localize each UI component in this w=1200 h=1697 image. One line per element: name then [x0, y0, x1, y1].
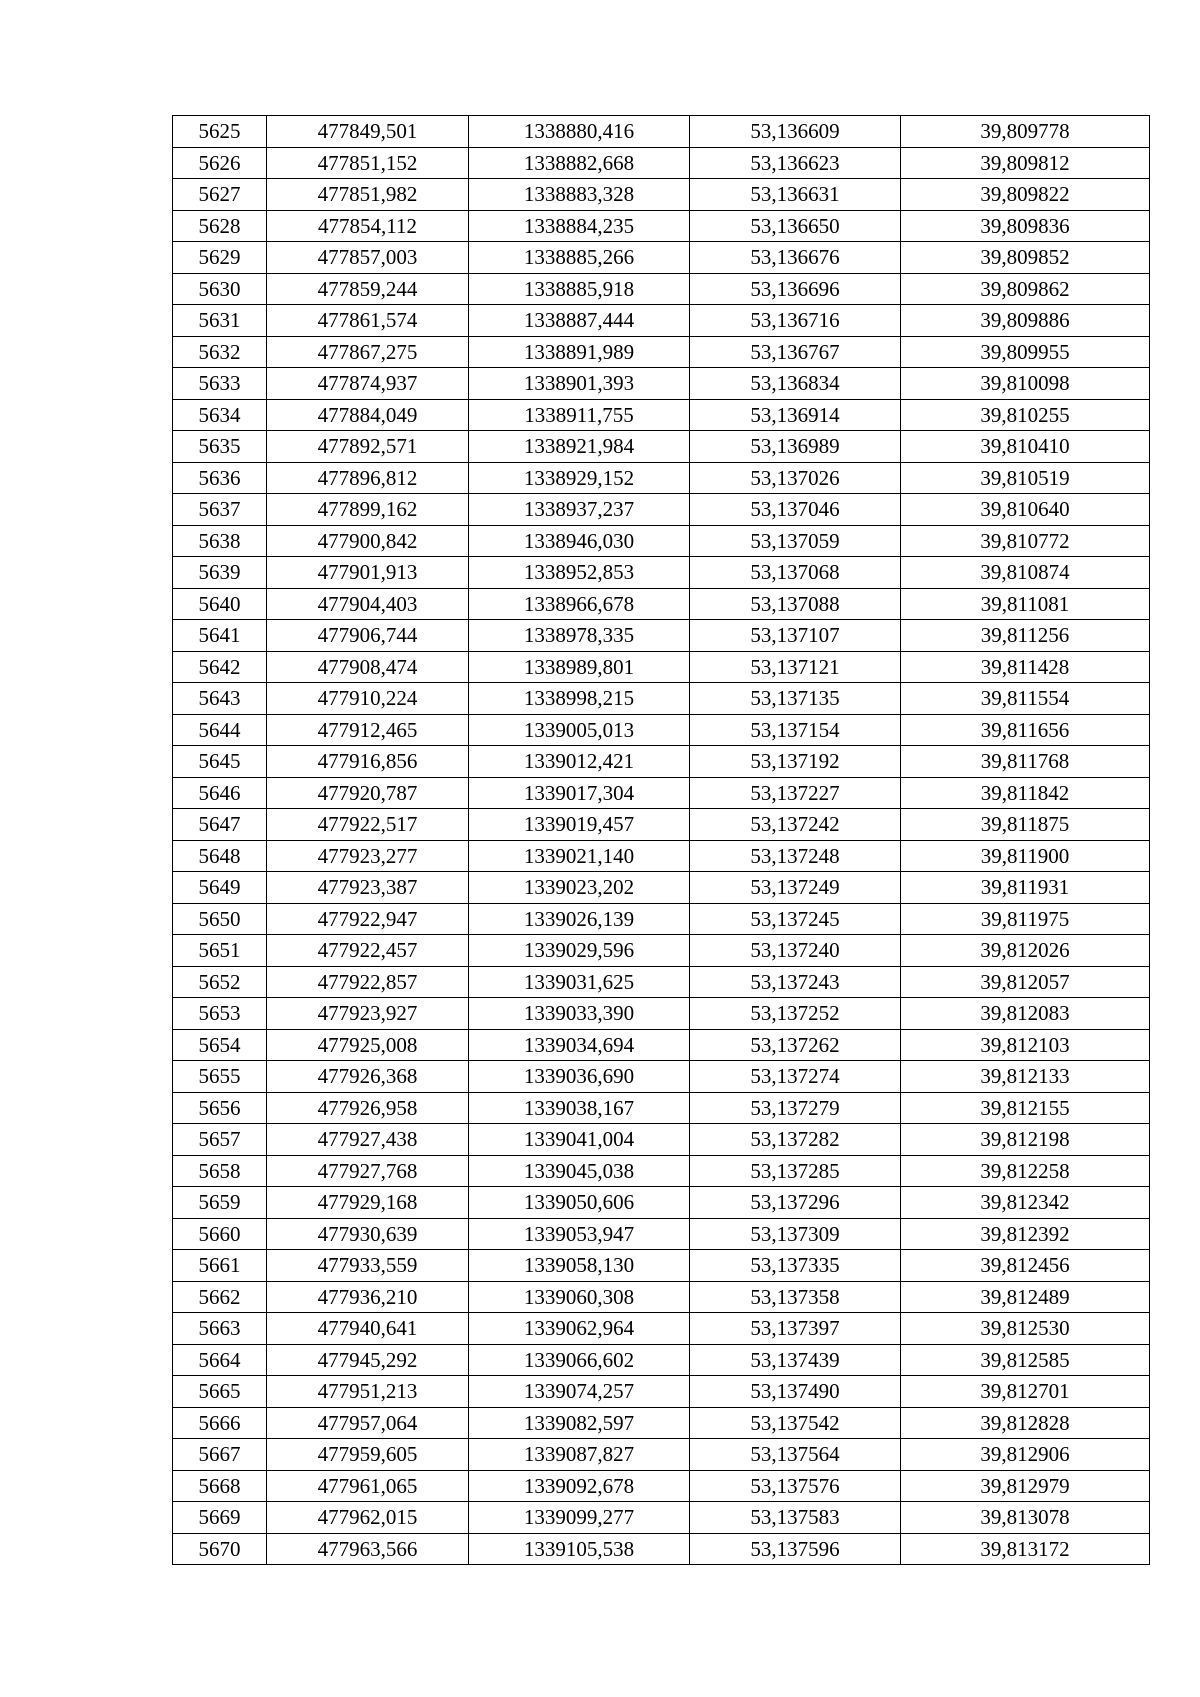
table-row: [173, 1470, 1150, 1502]
latitude-cell: 53,136650: [690, 210, 901, 242]
point-number-cell: 5630: [173, 273, 267, 305]
latitude-cell: 53,137135: [690, 683, 901, 715]
point-number-cell: 5629: [173, 242, 267, 274]
longitude-cell: 39,810255: [901, 399, 1150, 431]
x-coordinate-cell: 477874,937: [267, 368, 469, 400]
latitude-cell: 53,137542: [690, 1407, 901, 1439]
table-row: [173, 1061, 1150, 1093]
point-number-cell: 5627: [173, 179, 267, 211]
y-coordinate-cell: 1338937,237: [469, 494, 690, 526]
x-coordinate-cell: 477896,812: [267, 462, 469, 494]
table-row: [173, 462, 1150, 494]
table-row: [173, 1344, 1150, 1376]
table-row: [173, 1155, 1150, 1187]
table-row: [173, 1124, 1150, 1156]
table-row: [173, 336, 1150, 368]
x-coordinate-cell: 477936,210: [267, 1281, 469, 1313]
x-coordinate-cell: 477861,574: [267, 305, 469, 337]
point-number-cell: 5652: [173, 966, 267, 998]
point-number-cell: 5634: [173, 399, 267, 431]
point-number-cell: 5640: [173, 588, 267, 620]
longitude-cell: 39,809886: [901, 305, 1150, 337]
table-row: [173, 1281, 1150, 1313]
y-coordinate-cell: 1338911,755: [469, 399, 690, 431]
x-coordinate-cell: 477929,168: [267, 1187, 469, 1219]
y-coordinate-cell: 1339062,964: [469, 1313, 690, 1345]
y-coordinate-cell: 1338966,678: [469, 588, 690, 620]
latitude-cell: 53,137296: [690, 1187, 901, 1219]
point-number-cell: 5647: [173, 809, 267, 841]
latitude-cell: 53,137121: [690, 651, 901, 683]
table-row: [173, 777, 1150, 809]
table-row: [173, 242, 1150, 274]
latitude-cell: 53,137439: [690, 1344, 901, 1376]
longitude-cell: 39,811656: [901, 714, 1150, 746]
point-number-cell: 5641: [173, 620, 267, 652]
longitude-cell: 39,810640: [901, 494, 1150, 526]
longitude-cell: 39,812906: [901, 1439, 1150, 1471]
point-number-cell: 5646: [173, 777, 267, 809]
table-row: [173, 179, 1150, 211]
y-coordinate-cell: 1339038,167: [469, 1092, 690, 1124]
latitude-cell: 53,137576: [690, 1470, 901, 1502]
point-number-cell: 5649: [173, 872, 267, 904]
y-coordinate-cell: 1339045,038: [469, 1155, 690, 1187]
longitude-cell: 39,811256: [901, 620, 1150, 652]
latitude-cell: 53,136696: [690, 273, 901, 305]
point-number-cell: 5637: [173, 494, 267, 526]
coordinates-table: [172, 115, 1150, 1565]
latitude-cell: 53,136989: [690, 431, 901, 463]
table-row: [173, 840, 1150, 872]
latitude-cell: 53,136716: [690, 305, 901, 337]
longitude-cell: 39,809862: [901, 273, 1150, 305]
x-coordinate-cell: 477901,913: [267, 557, 469, 589]
longitude-cell: 39,812392: [901, 1218, 1150, 1250]
latitude-cell: 53,137248: [690, 840, 901, 872]
x-coordinate-cell: 477857,003: [267, 242, 469, 274]
longitude-cell: 39,812198: [901, 1124, 1150, 1156]
point-number-cell: 5645: [173, 746, 267, 778]
longitude-cell: 39,812083: [901, 998, 1150, 1030]
point-number-cell: 5654: [173, 1029, 267, 1061]
point-number-cell: 5660: [173, 1218, 267, 1250]
y-coordinate-cell: 1339023,202: [469, 872, 690, 904]
latitude-cell: 53,137059: [690, 525, 901, 557]
latitude-cell: 53,136767: [690, 336, 901, 368]
longitude-cell: 39,812489: [901, 1281, 1150, 1313]
latitude-cell: 53,137068: [690, 557, 901, 589]
y-coordinate-cell: 1339060,308: [469, 1281, 690, 1313]
y-coordinate-cell: 1338880,416: [469, 116, 690, 148]
y-coordinate-cell: 1339105,538: [469, 1533, 690, 1565]
x-coordinate-cell: 477900,842: [267, 525, 469, 557]
longitude-cell: 39,811842: [901, 777, 1150, 809]
longitude-cell: 39,812530: [901, 1313, 1150, 1345]
longitude-cell: 39,811900: [901, 840, 1150, 872]
x-coordinate-cell: 477908,474: [267, 651, 469, 683]
x-coordinate-cell: 477961,065: [267, 1470, 469, 1502]
table-row: [173, 368, 1150, 400]
y-coordinate-cell: 1338989,801: [469, 651, 690, 683]
point-number-cell: 5666: [173, 1407, 267, 1439]
point-number-cell: 5644: [173, 714, 267, 746]
point-number-cell: 5651: [173, 935, 267, 967]
longitude-cell: 39,811428: [901, 651, 1150, 683]
x-coordinate-cell: 477923,387: [267, 872, 469, 904]
y-coordinate-cell: 1339005,013: [469, 714, 690, 746]
longitude-cell: 39,812258: [901, 1155, 1150, 1187]
y-coordinate-cell: 1338884,235: [469, 210, 690, 242]
x-coordinate-cell: 477867,275: [267, 336, 469, 368]
latitude-cell: 53,137154: [690, 714, 901, 746]
y-coordinate-cell: 1339012,421: [469, 746, 690, 778]
point-number-cell: 5659: [173, 1187, 267, 1219]
latitude-cell: 53,137490: [690, 1376, 901, 1408]
longitude-cell: 39,813078: [901, 1502, 1150, 1534]
x-coordinate-cell: 477916,856: [267, 746, 469, 778]
table-row: [173, 399, 1150, 431]
table-row: [173, 1407, 1150, 1439]
longitude-cell: 39,809812: [901, 147, 1150, 179]
table-row: [173, 1218, 1150, 1250]
table-row: [173, 620, 1150, 652]
y-coordinate-cell: 1339087,827: [469, 1439, 690, 1471]
point-number-cell: 5658: [173, 1155, 267, 1187]
longitude-cell: 39,810098: [901, 368, 1150, 400]
x-coordinate-cell: 477906,744: [267, 620, 469, 652]
point-number-cell: 5625: [173, 116, 267, 148]
table-row: [173, 1533, 1150, 1565]
longitude-cell: 39,812585: [901, 1344, 1150, 1376]
latitude-cell: 53,136676: [690, 242, 901, 274]
y-coordinate-cell: 1339092,678: [469, 1470, 690, 1502]
y-coordinate-cell: 1339017,304: [469, 777, 690, 809]
point-number-cell: 5648: [173, 840, 267, 872]
x-coordinate-cell: 477933,559: [267, 1250, 469, 1282]
point-number-cell: 5650: [173, 903, 267, 935]
latitude-cell: 53,137242: [690, 809, 901, 841]
y-coordinate-cell: 1338882,668: [469, 147, 690, 179]
y-coordinate-cell: 1338952,853: [469, 557, 690, 589]
table-row: [173, 903, 1150, 935]
latitude-cell: 53,136631: [690, 179, 901, 211]
x-coordinate-cell: 477854,112: [267, 210, 469, 242]
table-row: [173, 1029, 1150, 1061]
latitude-cell: 53,137274: [690, 1061, 901, 1093]
point-number-cell: 5633: [173, 368, 267, 400]
y-coordinate-cell: 1339074,257: [469, 1376, 690, 1408]
latitude-cell: 53,137279: [690, 1092, 901, 1124]
latitude-cell: 53,137249: [690, 872, 901, 904]
table-row: [173, 273, 1150, 305]
latitude-cell: 53,137282: [690, 1124, 901, 1156]
y-coordinate-cell: 1338998,215: [469, 683, 690, 715]
y-coordinate-cell: 1338929,152: [469, 462, 690, 494]
point-number-cell: 5632: [173, 336, 267, 368]
latitude-cell: 53,137026: [690, 462, 901, 494]
longitude-cell: 39,812133: [901, 1061, 1150, 1093]
x-coordinate-cell: 477959,605: [267, 1439, 469, 1471]
x-coordinate-cell: 477927,768: [267, 1155, 469, 1187]
table-row: [173, 305, 1150, 337]
y-coordinate-cell: 1338883,328: [469, 179, 690, 211]
longitude-cell: 39,812057: [901, 966, 1150, 998]
x-coordinate-cell: 477922,517: [267, 809, 469, 841]
y-coordinate-cell: 1339058,130: [469, 1250, 690, 1282]
longitude-cell: 39,811768: [901, 746, 1150, 778]
y-coordinate-cell: 1339099,277: [469, 1502, 690, 1534]
longitude-cell: 39,813172: [901, 1533, 1150, 1565]
point-number-cell: 5665: [173, 1376, 267, 1408]
y-coordinate-cell: 1339034,694: [469, 1029, 690, 1061]
latitude-cell: 53,137596: [690, 1533, 901, 1565]
x-coordinate-cell: 477922,947: [267, 903, 469, 935]
coordinates-table-body: [173, 116, 1150, 1565]
table-row: [173, 494, 1150, 526]
longitude-cell: 39,811975: [901, 903, 1150, 935]
table-row: [173, 809, 1150, 841]
longitude-cell: 39,810772: [901, 525, 1150, 557]
longitude-cell: 39,809836: [901, 210, 1150, 242]
latitude-cell: 53,136623: [690, 147, 901, 179]
table-row: [173, 651, 1150, 683]
longitude-cell: 39,812456: [901, 1250, 1150, 1282]
point-number-cell: 5626: [173, 147, 267, 179]
y-coordinate-cell: 1339021,140: [469, 840, 690, 872]
point-number-cell: 5664: [173, 1344, 267, 1376]
longitude-cell: 39,811554: [901, 683, 1150, 715]
x-coordinate-cell: 477925,008: [267, 1029, 469, 1061]
x-coordinate-cell: 477962,015: [267, 1502, 469, 1534]
longitude-cell: 39,812701: [901, 1376, 1150, 1408]
y-coordinate-cell: 1339019,457: [469, 809, 690, 841]
table-row: [173, 714, 1150, 746]
table-row: [173, 210, 1150, 242]
table-row: [173, 683, 1150, 715]
latitude-cell: 53,136609: [690, 116, 901, 148]
y-coordinate-cell: 1338885,918: [469, 273, 690, 305]
longitude-cell: 39,812155: [901, 1092, 1150, 1124]
table-row: [173, 746, 1150, 778]
latitude-cell: 53,137192: [690, 746, 901, 778]
longitude-cell: 39,812026: [901, 935, 1150, 967]
table-row: [173, 116, 1150, 148]
y-coordinate-cell: 1338891,989: [469, 336, 690, 368]
x-coordinate-cell: 477951,213: [267, 1376, 469, 1408]
table-row: [173, 1439, 1150, 1471]
y-coordinate-cell: 1338921,984: [469, 431, 690, 463]
table-row: [173, 1376, 1150, 1408]
latitude-cell: 53,137358: [690, 1281, 901, 1313]
table-row: [173, 557, 1150, 589]
point-number-cell: 5639: [173, 557, 267, 589]
longitude-cell: 39,810519: [901, 462, 1150, 494]
x-coordinate-cell: 477910,224: [267, 683, 469, 715]
x-coordinate-cell: 477904,403: [267, 588, 469, 620]
latitude-cell: 53,137309: [690, 1218, 901, 1250]
x-coordinate-cell: 477927,438: [267, 1124, 469, 1156]
x-coordinate-cell: 477849,501: [267, 116, 469, 148]
y-coordinate-cell: 1338885,266: [469, 242, 690, 274]
x-coordinate-cell: 477957,064: [267, 1407, 469, 1439]
point-number-cell: 5656: [173, 1092, 267, 1124]
point-number-cell: 5663: [173, 1313, 267, 1345]
table-row: [173, 1187, 1150, 1219]
longitude-cell: 39,809822: [901, 179, 1150, 211]
point-number-cell: 5635: [173, 431, 267, 463]
x-coordinate-cell: 477926,368: [267, 1061, 469, 1093]
table-row: [173, 872, 1150, 904]
y-coordinate-cell: 1339026,139: [469, 903, 690, 935]
latitude-cell: 53,137245: [690, 903, 901, 935]
x-coordinate-cell: 477859,244: [267, 273, 469, 305]
point-number-cell: 5631: [173, 305, 267, 337]
longitude-cell: 39,810410: [901, 431, 1150, 463]
point-number-cell: 5638: [173, 525, 267, 557]
x-coordinate-cell: 477884,049: [267, 399, 469, 431]
y-coordinate-cell: 1338946,030: [469, 525, 690, 557]
point-number-cell: 5668: [173, 1470, 267, 1502]
table-row: [173, 431, 1150, 463]
point-number-cell: 5667: [173, 1439, 267, 1471]
y-coordinate-cell: 1339053,947: [469, 1218, 690, 1250]
table-row: [173, 588, 1150, 620]
y-coordinate-cell: 1339066,602: [469, 1344, 690, 1376]
latitude-cell: 53,137397: [690, 1313, 901, 1345]
table-row: [173, 147, 1150, 179]
x-coordinate-cell: 477923,927: [267, 998, 469, 1030]
longitude-cell: 39,809778: [901, 116, 1150, 148]
x-coordinate-cell: 477912,465: [267, 714, 469, 746]
y-coordinate-cell: 1339033,390: [469, 998, 690, 1030]
latitude-cell: 53,136834: [690, 368, 901, 400]
latitude-cell: 53,137227: [690, 777, 901, 809]
longitude-cell: 39,812342: [901, 1187, 1150, 1219]
table-row: [173, 1250, 1150, 1282]
y-coordinate-cell: 1339029,596: [469, 935, 690, 967]
x-coordinate-cell: 477851,152: [267, 147, 469, 179]
point-number-cell: 5653: [173, 998, 267, 1030]
y-coordinate-cell: 1339036,690: [469, 1061, 690, 1093]
longitude-cell: 39,811081: [901, 588, 1150, 620]
y-coordinate-cell: 1338901,393: [469, 368, 690, 400]
table-row: [173, 966, 1150, 998]
point-number-cell: 5628: [173, 210, 267, 242]
x-coordinate-cell: 477922,857: [267, 966, 469, 998]
x-coordinate-cell: 477963,566: [267, 1533, 469, 1565]
x-coordinate-cell: 477851,982: [267, 179, 469, 211]
point-number-cell: 5657: [173, 1124, 267, 1156]
longitude-cell: 39,811875: [901, 809, 1150, 841]
point-number-cell: 5643: [173, 683, 267, 715]
point-number-cell: 5636: [173, 462, 267, 494]
y-coordinate-cell: 1338887,444: [469, 305, 690, 337]
latitude-cell: 53,137243: [690, 966, 901, 998]
x-coordinate-cell: 477892,571: [267, 431, 469, 463]
latitude-cell: 53,137285: [690, 1155, 901, 1187]
y-coordinate-cell: 1339031,625: [469, 966, 690, 998]
longitude-cell: 39,811931: [901, 872, 1150, 904]
latitude-cell: 53,136914: [690, 399, 901, 431]
longitude-cell: 39,812103: [901, 1029, 1150, 1061]
latitude-cell: 53,137262: [690, 1029, 901, 1061]
latitude-cell: 53,137335: [690, 1250, 901, 1282]
latitude-cell: 53,137046: [690, 494, 901, 526]
longitude-cell: 39,812979: [901, 1470, 1150, 1502]
table-row: [173, 1502, 1150, 1534]
x-coordinate-cell: 477899,162: [267, 494, 469, 526]
point-number-cell: 5662: [173, 1281, 267, 1313]
table-row: [173, 935, 1150, 967]
longitude-cell: 39,809852: [901, 242, 1150, 274]
point-number-cell: 5670: [173, 1533, 267, 1565]
y-coordinate-cell: 1339041,004: [469, 1124, 690, 1156]
x-coordinate-cell: 477926,958: [267, 1092, 469, 1124]
x-coordinate-cell: 477922,457: [267, 935, 469, 967]
y-coordinate-cell: 1338978,335: [469, 620, 690, 652]
point-number-cell: 5661: [173, 1250, 267, 1282]
y-coordinate-cell: 1339082,597: [469, 1407, 690, 1439]
table-row: [173, 1313, 1150, 1345]
latitude-cell: 53,137088: [690, 588, 901, 620]
point-number-cell: 5655: [173, 1061, 267, 1093]
longitude-cell: 39,812828: [901, 1407, 1150, 1439]
point-number-cell: 5642: [173, 651, 267, 683]
longitude-cell: 39,809955: [901, 336, 1150, 368]
y-coordinate-cell: 1339050,606: [469, 1187, 690, 1219]
table-row: [173, 1092, 1150, 1124]
latitude-cell: 53,137107: [690, 620, 901, 652]
longitude-cell: 39,810874: [901, 557, 1150, 589]
x-coordinate-cell: 477923,277: [267, 840, 469, 872]
x-coordinate-cell: 477940,641: [267, 1313, 469, 1345]
x-coordinate-cell: 477945,292: [267, 1344, 469, 1376]
table-row: [173, 525, 1150, 557]
x-coordinate-cell: 477930,639: [267, 1218, 469, 1250]
latitude-cell: 53,137240: [690, 935, 901, 967]
point-number-cell: 5669: [173, 1502, 267, 1534]
x-coordinate-cell: 477920,787: [267, 777, 469, 809]
latitude-cell: 53,137564: [690, 1439, 901, 1471]
latitude-cell: 53,137252: [690, 998, 901, 1030]
latitude-cell: 53,137583: [690, 1502, 901, 1534]
table-row: [173, 998, 1150, 1030]
